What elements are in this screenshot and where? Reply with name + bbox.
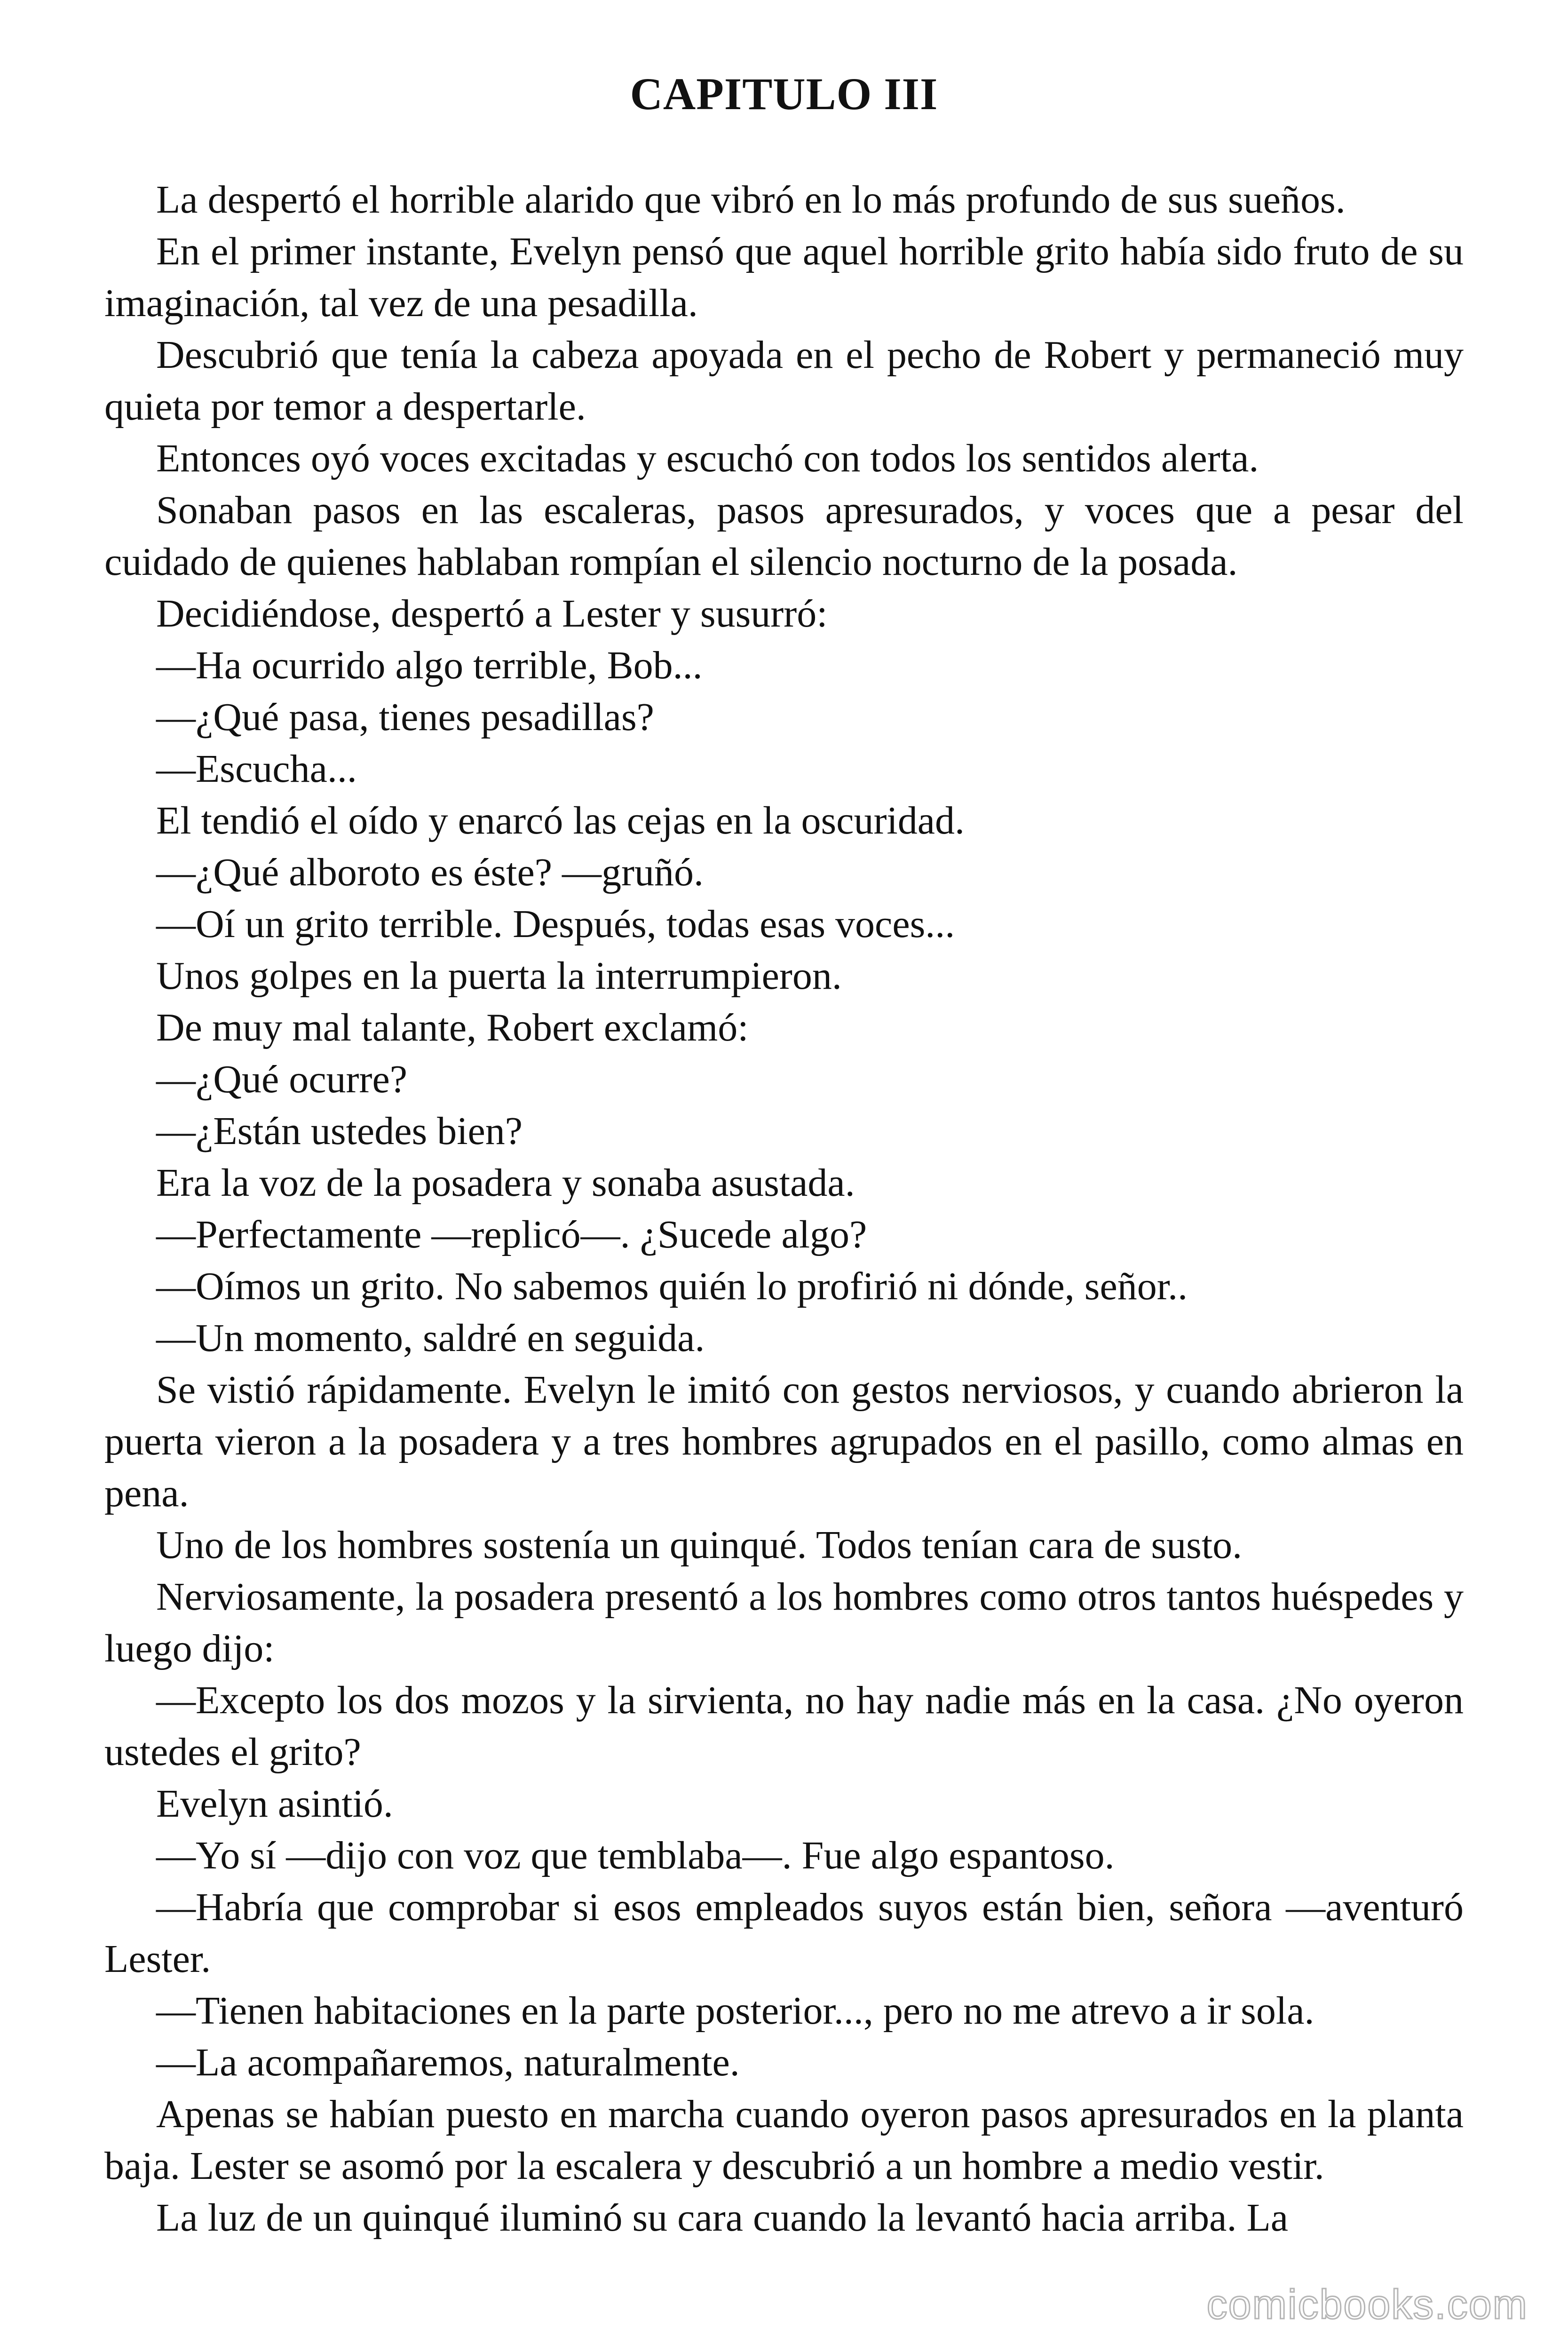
dialogue-line: —¿Qué ocurre? [156,1057,408,1101]
paragraph: La despertó el horrible alarido que vibró en lo más profundo de sus sueños. [156,178,1346,222]
dialogue-line: —¿Qué alboroto es éste? —gruñó. [156,850,704,894]
paragraph: Era la voz de la posadera y sonaba asustada. [156,1161,855,1205]
paragraph: Evelyn asintió. [156,1782,393,1826]
dialogue-line: —Escucha... [156,747,357,791]
book-page [104,0,1464,2352]
paragraph: Descubrió que tenía la cabeza apoyada en el pecho de Robert y permaneció muy quieta por temor a despertarle. [104,333,1464,429]
dialogue-line: —Habría que comprobar si esos empleados suyos están bien, señora —aventuró Lester. [104,1885,1464,1981]
paragraph: Sonaban pasos en las escaleras, pasos apresurados, y voces que a pesar del cuidado de quienes hablaban rompían el silencio nocturno de la posada. [104,488,1464,584]
paragraph: La luz de un quinqué iluminó su cara cuando la levantó hacia arriba. La [156,2196,1289,2240]
dialogue-line: —¿Qué pasa, tienes pesadillas? [156,695,654,739]
dialogue-line: —Yo sí —dijo con voz que temblaba—. Fue algo espantoso. [156,1834,1115,1877]
dialogue-line: —Oí un grito terrible. Después, todas esas voces... [156,902,955,946]
dialogue-line: —La acompañaremos, naturalmente. [156,2041,740,2084]
dialogue-line: —Oímos un grito. No sabemos quién lo profirió ni dónde, señor.. [156,1264,1188,1308]
dialogue-line: —Tienen habitaciones en la parte posterior..., pero no me atrevo a ir sola. [156,1989,1315,2033]
dialogue-line: —Un momento, saldré en seguida. [156,1316,705,1360]
paragraph: Se vistió rápidamente. Evelyn le imitó con gestos nerviosos, y cuando abrieron la puerta vieron a la posadera y a tres hombres agrupados en el pasillo, como almas en pena. [104,1368,1464,1515]
chapter-title: CAPITULO III [630,69,938,119]
paragraph: Unos golpes en la puerta la interrumpieron. [156,954,842,998]
paragraph: Decidiéndose, despertó a Lester y susurró: [156,592,828,636]
paragraph: El tendió el oído y enarcó las cejas en la oscuridad. [156,799,965,842]
paragraph: Nerviosamente, la posadera presentó a los hombres como otros tantos huéspedes y luego dijo: [104,1575,1464,1670]
paragraph: En el primer instante, Evelyn pensó que aquel horrible grito había sido fruto de su imaginación, tal vez de una pesadilla. [104,230,1464,325]
dialogue-line: —¿Están ustedes bien? [156,1109,523,1153]
paragraph: Entonces oyó voces excitadas y escuchó con todos los sentidos alerta. [156,437,1259,480]
paragraph: Apenas se habían puesto en marcha cuando oyeron pasos apresurados en la planta baja. Lester se asomó por la escalera y descubrió a un hombre a medio vestir. [104,2092,1464,2188]
watermark: comicbooks.com [1206,2281,1528,2328]
body-text [104,174,1464,2244]
dialogue-line: —Excepto los dos mozos y la sirvienta, no hay nadie más en la casa. ¿No oyeron ustedes el grito? [104,1678,1464,1774]
paragraph: Uno de los hombres sostenía un quinqué. Todos tenían cara de susto. [156,1523,1243,1567]
paragraph: De muy mal talante, Robert exclamó: [156,1006,749,1049]
dialogue-line: —Ha ocurrido algo terrible, Bob... [156,644,703,687]
dialogue-line: —Perfectamente —replicó—. ¿Sucede algo? [156,1213,867,1256]
